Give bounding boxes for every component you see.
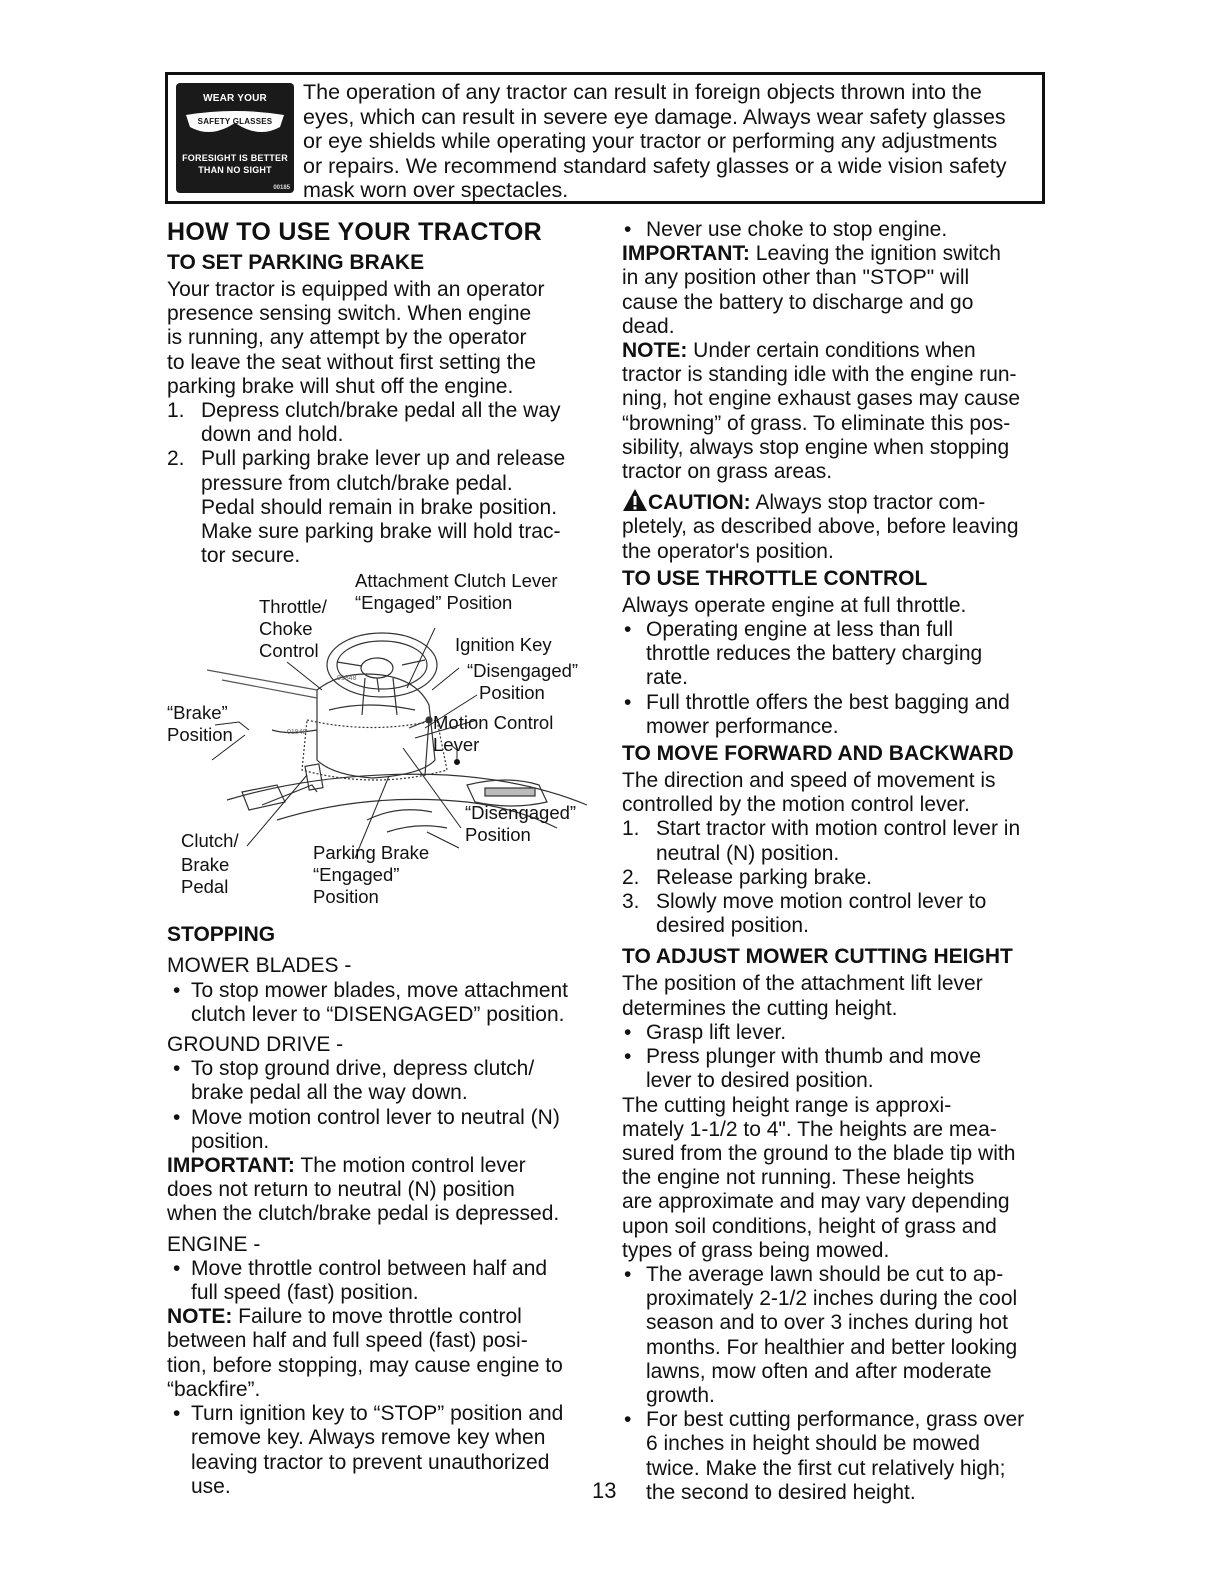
bullet-dot: • xyxy=(624,1262,632,1286)
label-parking-position: Position xyxy=(313,886,379,908)
label-throttle: Throttle/ xyxy=(259,596,327,618)
cutting-height-heading: TO ADJUST MOWER CUTTING HEIGHT xyxy=(622,945,1013,969)
text-line: between half and full speed (fast) posi- xyxy=(167,1329,528,1353)
text-line: Start tractor with motion control lever in xyxy=(656,817,1021,841)
text-line: The average lawn should be cut to ap- xyxy=(646,1262,1004,1286)
text-line: Always stop tractor com- xyxy=(750,491,986,515)
warning-triangle-icon xyxy=(622,488,648,512)
text-line: “backfire”. xyxy=(167,1377,261,1401)
throttle-bullet-2 xyxy=(622,691,1052,739)
text-line: the engine not running. These heights xyxy=(622,1166,975,1190)
parking-brake-intro xyxy=(167,278,597,399)
note-right xyxy=(622,339,1052,484)
text-line: presence sensing switch. When engine xyxy=(167,302,532,326)
badge-bottom-text-2: THAN NO SIGHT xyxy=(198,165,272,175)
label-attachment-clutch-lever: Attachment Clutch Lever xyxy=(355,570,558,592)
mower-blades-heading: MOWER BLADES - xyxy=(167,954,352,978)
right-column xyxy=(622,218,1052,1505)
text-line: the second to desired height. xyxy=(646,1480,916,1504)
text-line: season and to over 3 inches during hot xyxy=(646,1311,1008,1335)
label-parking-brake: Parking Brake xyxy=(313,842,430,864)
bullet-dot: • xyxy=(624,1408,632,1432)
label-control: Control xyxy=(259,640,319,662)
label-lever: Lever xyxy=(433,734,480,756)
safety-notice-box xyxy=(165,72,1045,204)
note-label: NOTE: xyxy=(167,1305,233,1329)
bullet-dot: • xyxy=(624,690,632,714)
label-motion-disengaged: “Disengaged” xyxy=(465,802,577,824)
caution-label: CAUTION: xyxy=(648,491,751,515)
text-line: down and hold. xyxy=(201,423,344,447)
text-line: sured from the ground to the blade tip with xyxy=(622,1141,1016,1165)
text-line: months. For healthier and better looking xyxy=(646,1335,1018,1359)
text-line: Make sure parking brake will hold trac- xyxy=(201,520,561,544)
text-line: leaving tractor to prevent unauthorized xyxy=(191,1450,550,1474)
text-line: “browning” of grass. To eliminate this pos- xyxy=(622,411,1011,435)
cutting-bullet-2 xyxy=(622,1045,1052,1093)
cutting-bullet-4 xyxy=(622,1408,1052,1505)
text-line: Slowly move motion control lever to xyxy=(656,890,987,914)
text-line: parking brake will shut off the engine. xyxy=(167,374,514,398)
text-line: lawns, mow often and after moderate xyxy=(646,1359,992,1383)
note-left xyxy=(167,1305,597,1402)
text-line: Full throttle offers the best bagging and xyxy=(646,690,1010,714)
text-line: mately 1-1/2 to 4". The heights are mea- xyxy=(622,1117,997,1141)
label-engaged-position: “Engaged” Position xyxy=(355,592,513,614)
text-line: sibility, always stop engine when stopping xyxy=(622,435,1010,459)
text-line: Depress clutch/brake pedal all the way xyxy=(201,399,561,423)
text-line: twice. Make the first cut relatively high; xyxy=(646,1456,1006,1480)
text-line: is running, any attempt by the operator xyxy=(167,326,527,350)
text-line: tractor on grass areas. xyxy=(622,460,833,484)
bullet-dot: • xyxy=(173,1105,181,1129)
throttle-heading: TO USE THROTTLE CONTROL xyxy=(622,566,928,590)
text-line: clutch lever to “DISENGAGED” position. xyxy=(191,1002,565,1026)
text-line: pressure from clutch/brake pedal. xyxy=(201,471,513,495)
bullet-dot: • xyxy=(173,1402,181,1426)
label-ignition-position: Position xyxy=(479,682,545,704)
text-line: lever to desired position. xyxy=(646,1069,874,1093)
label-motion-control: Motion Control xyxy=(433,712,554,734)
text-line: proximately 2-1/2 inches during the cool xyxy=(646,1287,1018,1311)
important-label: IMPORTANT: xyxy=(622,242,750,266)
text-line: The motion control lever xyxy=(294,1154,526,1178)
text-line: desired position. xyxy=(656,914,809,938)
move-step-2 xyxy=(622,866,1052,890)
text-line: cause the battery to discharge and go xyxy=(622,290,974,314)
step-number: 3. xyxy=(622,890,640,914)
text-line: rate. xyxy=(646,666,689,690)
text-line: the operator's position. xyxy=(622,539,834,563)
label-ignition-disengaged: “Disengaged” xyxy=(467,660,579,682)
text-line: throttle reduces the battery charging xyxy=(646,642,983,666)
label-brake-position: Position xyxy=(167,724,233,746)
text-line: remove key. Always remove key when xyxy=(191,1426,546,1450)
badge-code: 00185 xyxy=(273,185,290,191)
lever-knob-marker xyxy=(454,759,460,765)
diagram-code-1: 01848 xyxy=(287,729,307,737)
text-line: brake pedal all the way down. xyxy=(191,1081,468,1105)
safety-line: or repairs. We recommend standard safety glasses or a wide vision safety xyxy=(303,153,1007,178)
step-number: 2. xyxy=(167,447,185,471)
text-line: does not return to neutral (N) position xyxy=(167,1178,515,1202)
text-line: Always operate engine at full throttle. xyxy=(622,593,967,617)
text-line: controlled by the motion control lever. xyxy=(622,793,970,817)
text-line: determines the cutting height. xyxy=(622,996,898,1020)
text-line: Press plunger with thumb and move xyxy=(646,1045,982,1069)
text-line: Failure to move throttle control xyxy=(232,1305,522,1329)
step-number: 1. xyxy=(622,817,640,841)
cutting-bullet-3 xyxy=(622,1263,1052,1408)
step-number: 1. xyxy=(167,399,185,423)
badge-bottom-text-1: FORESIGHT IS BETTER xyxy=(182,153,288,163)
text-line: ning, hot engine exhaust gases may cause xyxy=(622,387,1021,411)
choke-bullet xyxy=(622,218,1052,242)
text-line: in any position other than "STOP" will xyxy=(622,266,970,290)
text-line: The direction and speed of movement is xyxy=(622,769,996,793)
text-line: Never use choke to stop engine. xyxy=(646,218,948,241)
text-line: upon soil conditions, height of grass and xyxy=(622,1214,997,1238)
text-line: Turn ignition key to “STOP” position and xyxy=(191,1402,564,1426)
text-line: To stop ground drive, depress clutch/ xyxy=(191,1057,535,1081)
text-line: mower performance. xyxy=(646,714,839,738)
text-line: Grasp lift lever. xyxy=(646,1020,787,1044)
ground-drive-bullet-1 xyxy=(167,1057,597,1105)
safety-line: mask worn over spectacles. xyxy=(303,178,569,202)
engine-heading: ENGINE - xyxy=(167,1232,261,1256)
parking-step-1 xyxy=(167,399,597,447)
ground-drive-bullet-2 xyxy=(167,1106,597,1154)
bullet-dot: • xyxy=(173,978,181,1002)
label-choke: Choke xyxy=(259,618,313,640)
bullet-dot: • xyxy=(624,1045,632,1069)
tractor-controls-diagram xyxy=(167,570,597,922)
bullet-dot: • xyxy=(173,1057,181,1081)
text-line: position. xyxy=(191,1129,270,1153)
bullet-dot: • xyxy=(624,618,632,642)
label-brake-pedal-1: Brake xyxy=(181,854,230,876)
safety-line: or eye shields while operating your tractor or performing any adjustments xyxy=(303,129,998,153)
text-line: Pull parking brake lever up and release xyxy=(201,447,566,471)
text-line: Leaving the ignition switch xyxy=(749,242,1001,266)
cutting-range-paragraph xyxy=(622,1094,1052,1263)
text-line: Move throttle control between half and xyxy=(191,1256,548,1280)
text-line: are approximate and may vary depending xyxy=(622,1190,1010,1214)
text-line: full speed (fast) position. xyxy=(191,1281,419,1305)
move-step-1 xyxy=(622,817,1052,865)
text-line: Move motion control lever to neutral (N) xyxy=(191,1105,560,1129)
engine-bullet-2 xyxy=(167,1402,597,1499)
text-line: Pedal should remain in brake position. xyxy=(201,495,558,519)
ground-drive-heading: GROUND DRIVE - xyxy=(167,1033,344,1057)
text-line: 6 inches in height should be mowed xyxy=(646,1432,980,1456)
page-number: 13 xyxy=(592,1478,617,1503)
bullet-dot: • xyxy=(624,218,632,241)
mower-blades-bullet xyxy=(167,979,597,1027)
bullet-dot: • xyxy=(173,1256,181,1280)
badge-top-text: WEAR YOUR xyxy=(203,93,267,104)
bullet-dot: • xyxy=(624,1020,632,1044)
text-line: Release parking brake. xyxy=(656,865,872,889)
important-note-left xyxy=(167,1154,597,1227)
label-pedal: Pedal xyxy=(181,876,229,898)
text-line: tion, before stopping, may cause engine to xyxy=(167,1353,563,1377)
cutting-bullet-1 xyxy=(622,1021,1052,1045)
parking-step-2 xyxy=(167,447,597,568)
step-number: 2. xyxy=(622,865,640,889)
text-line: dead. xyxy=(622,314,675,338)
text-line: Your tractor is equipped with an operator xyxy=(167,278,545,301)
label-motion-position: Position xyxy=(465,824,531,846)
important-label: IMPORTANT: xyxy=(167,1154,295,1178)
text-line: when the clutch/brake pedal is depressed. xyxy=(167,1202,560,1226)
text-line: To stop mower blades, move attachment xyxy=(191,978,569,1002)
section-title: HOW TO USE YOUR TRACTOR xyxy=(167,218,542,246)
text-line: The cutting height range is approxi- xyxy=(622,1093,952,1117)
label-ignition-key: Ignition Key xyxy=(455,634,552,656)
text-line: to leave the seat without first setting the xyxy=(167,350,536,374)
safety-notice-text xyxy=(303,80,1043,203)
text-line: growth. xyxy=(646,1383,715,1407)
text-line: The position of the attachment lift lever xyxy=(622,972,983,996)
important-note-right xyxy=(622,242,1052,339)
text-line: Under certain conditions when xyxy=(687,339,976,363)
text-line: tor secure. xyxy=(201,544,301,568)
throttle-bullet-1 xyxy=(622,618,1052,691)
parking-brake-heading: TO SET PARKING BRAKE xyxy=(167,251,425,274)
safety-line: The operation of any tractor can result in foreign objects thrown into the xyxy=(303,80,982,104)
move-step-3 xyxy=(622,890,1052,938)
diagram-code-2: 01848 xyxy=(337,675,357,683)
note-label: NOTE: xyxy=(622,339,688,363)
text-line: use. xyxy=(191,1474,231,1498)
text-line: types of grass being mowed. xyxy=(622,1238,890,1262)
engine-bullet-1 xyxy=(167,1257,597,1305)
badge-middle-text: SAFETY GLASSES xyxy=(197,117,273,126)
stopping-heading: STOPPING xyxy=(167,923,276,947)
text-line: neutral (N) position. xyxy=(656,841,840,865)
safety-line: eyes, which can result in severe eye damage. Always wear safety glasses xyxy=(303,104,1006,129)
text-line: pletely, as described above, before leaving xyxy=(622,515,1019,539)
move-heading: TO MOVE FORWARD AND BACKWARD xyxy=(622,742,1014,766)
left-column xyxy=(167,216,597,1499)
text-line: For best cutting performance, grass over xyxy=(646,1408,1025,1432)
safety-glasses-logo xyxy=(176,83,294,193)
label-brake: “Brake” xyxy=(167,702,228,724)
label-clutch: Clutch/ xyxy=(181,830,239,852)
label-parking-engaged: “Engaged” xyxy=(313,864,400,886)
text-line: Operating engine at less than full xyxy=(646,618,954,642)
caution-note xyxy=(622,488,1052,564)
text-line: tractor is standing idle with the engine run- xyxy=(622,363,1017,387)
